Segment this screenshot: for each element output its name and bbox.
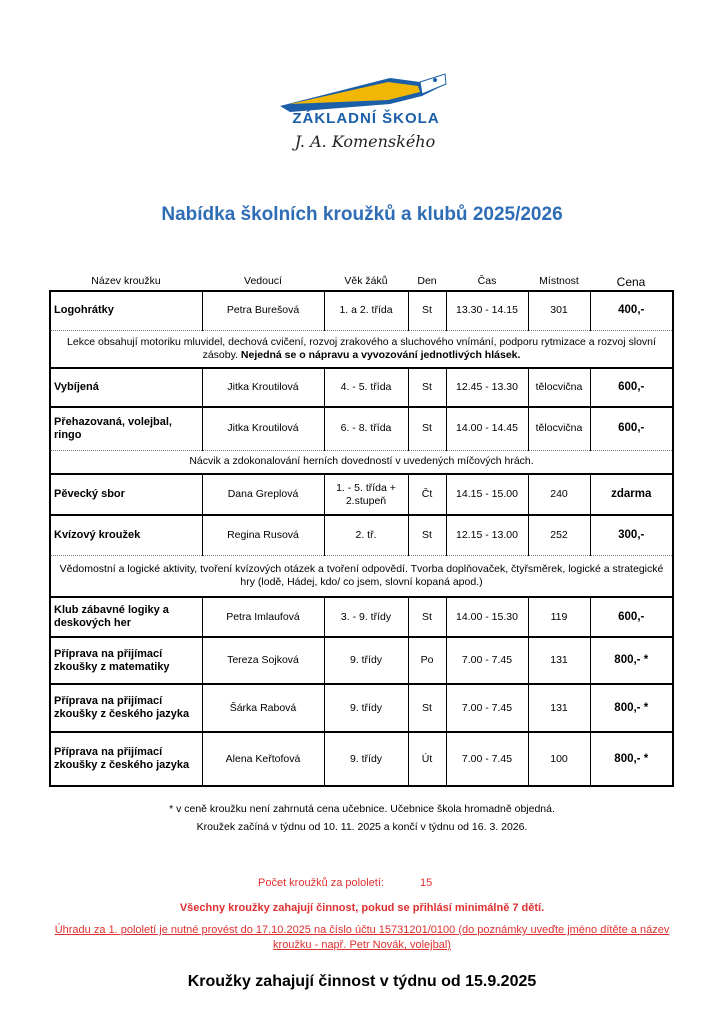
- clubs-table: [49, 290, 674, 787]
- club-room: 240: [528, 474, 590, 515]
- club-name: Vybíjená: [50, 368, 202, 407]
- club-day: Po: [408, 637, 446, 684]
- page-title: Nabídka školních kroužků a klubů 2025/2026: [161, 204, 563, 225]
- club-day: Út: [408, 732, 446, 786]
- table-row: [50, 684, 673, 732]
- club-name: Pěvecký sbor: [50, 474, 202, 515]
- club-time: 12.15 - 13.00: [446, 515, 528, 555]
- table-row: [50, 368, 673, 407]
- club-room: tělocvična: [528, 407, 590, 450]
- club-time: 7.00 - 7.45: [446, 684, 528, 732]
- club-name: Přehazovaná, volejbal, ringo: [50, 407, 202, 450]
- club-time: 7.00 - 7.45: [446, 637, 528, 684]
- club-time: 14.00 - 15.30: [446, 597, 528, 637]
- header-price: Cena: [616, 275, 646, 289]
- club-name: Příprava na přijímací zkoušky z českého jazyka: [50, 732, 202, 786]
- count-label: Počet kroužků za pololetí:: [258, 877, 384, 889]
- club-leader: Jitka Kroutilová: [202, 368, 324, 407]
- club-age: 9. třídy: [324, 684, 408, 732]
- club-price: 400,-: [590, 291, 673, 330]
- club-time: 14.00 - 14.45: [446, 407, 528, 450]
- club-price: zdarma: [590, 474, 673, 515]
- club-price: 600,-: [590, 407, 673, 450]
- table-row: [50, 515, 673, 555]
- club-description: Nácvik a zdokonalování herních dovedností v uvedených míčových hrách.: [50, 450, 673, 474]
- club-description: Vědomostní a logické aktivity, tvoření kvízových otázek a tvoření odpovědí. Tvorba doplňovaček, čtyřsměrek, logické a strategické hry (lodě, Hádej, kdo/ co jsem, slovní kopaná apod.): [50, 555, 673, 597]
- club-time: 14.15 - 15.00: [446, 474, 528, 515]
- club-day: Čt: [408, 474, 446, 515]
- dates-note: Kroužek začíná v týdnu od 10. 11. 2025 a končí v týdnu od 16. 3. 2026.: [196, 821, 528, 833]
- header-day: Den: [417, 275, 437, 287]
- club-room: 301: [528, 291, 590, 330]
- club-age: 9. třídy: [324, 732, 408, 786]
- club-time: 7.00 - 7.45: [446, 732, 528, 786]
- club-room: 119: [528, 597, 590, 637]
- club-price: 600,-: [590, 597, 673, 637]
- table-description-row: [50, 450, 673, 474]
- table-row: [50, 597, 673, 637]
- table-row: [50, 291, 673, 330]
- club-day: St: [408, 291, 446, 330]
- club-room: tělocvična: [528, 368, 590, 407]
- header-name: Název kroužku: [91, 275, 161, 287]
- count-value: 15: [420, 877, 433, 889]
- club-time: 13.30 - 14.15: [446, 291, 528, 330]
- club-day: St: [408, 515, 446, 555]
- club-price: 600,-: [590, 368, 673, 407]
- table-row: [50, 732, 673, 786]
- table-description-row: [50, 555, 673, 597]
- club-room: 100: [528, 732, 590, 786]
- header-time: Čas: [477, 275, 497, 287]
- club-description: [50, 330, 673, 368]
- payment-notice: Úhradu za 1. pololetí je nutné provést do 17.10.2025 na číslo účtu 15731201/0100 (do poznámky uveďte jméno dítěte a název kroužku - např. Petr Novák, volejbal): [54, 924, 670, 951]
- header-room: Místnost: [539, 275, 579, 287]
- club-name: Logohrátky: [50, 291, 202, 330]
- club-age: 1. - 5. třída + 2.stupeň: [324, 474, 408, 515]
- club-time: 12.45 - 13.30: [446, 368, 528, 407]
- logo-signature: J. A. Komenského: [294, 132, 436, 151]
- textbook-note: * v ceně kroužku není zahrnutá cena učebnice. Učebnice škola hromadně objedná.: [169, 803, 555, 815]
- club-day: St: [408, 407, 446, 450]
- club-leader: Šárka Rabová: [202, 684, 324, 732]
- table-row: [50, 474, 673, 515]
- club-age: 1. a 2. třída: [324, 291, 408, 330]
- club-leader: Regina Rusová: [202, 515, 324, 555]
- club-leader: Dana Greplová: [202, 474, 324, 515]
- club-name: Kvízový kroužek: [50, 515, 202, 555]
- start-notice: Kroužky zahajují činnost v týdnu od 15.9.2025: [187, 973, 537, 990]
- club-leader: Petra Imlaufová: [202, 597, 324, 637]
- club-name: Klub zábavné logiky a deskových her: [50, 597, 202, 637]
- table-description-row: [50, 330, 673, 368]
- club-name: Příprava na přijímací zkoušky z matematiky: [50, 637, 202, 684]
- school-logo: [270, 70, 460, 165]
- club-room: 131: [528, 637, 590, 684]
- table-row: [50, 637, 673, 684]
- club-price: 800,- *: [590, 732, 673, 786]
- club-age: 3. - 9. třídy: [324, 597, 408, 637]
- club-leader: Tereza Sojková: [202, 637, 324, 684]
- club-day: St: [408, 597, 446, 637]
- pencil-logo-icon: [270, 70, 460, 115]
- club-price: 800,- *: [590, 684, 673, 732]
- logo-title: ZÁKLADNÍ ŠKOLA: [292, 110, 440, 127]
- club-age: 4. - 5. třída: [324, 368, 408, 407]
- table-row: [50, 407, 673, 450]
- club-age: 9. třídy: [324, 637, 408, 684]
- description-emphasis: Nejedná se o nápravu a vyvozování jednotlivých hlásek.: [240, 348, 521, 361]
- club-age: 2. tř.: [324, 515, 408, 555]
- header-age: Věk žáků: [344, 275, 388, 287]
- club-day: St: [408, 684, 446, 732]
- club-leader: Alena Keřtofová: [202, 732, 324, 786]
- club-age: 6. - 8. třída: [324, 407, 408, 450]
- club-room: 252: [528, 515, 590, 555]
- description-text: Lekce obsahují motoriku mluvidel, dechová cvičení, rozvoj zrakového a sluchového vnímání, podporu rytmizace a rozvoj slovní zásoby.: [67, 335, 656, 361]
- club-day: St: [408, 368, 446, 407]
- header-leader: Vedoucí: [244, 275, 282, 287]
- club-price: 800,- *: [590, 637, 673, 684]
- club-leader: Jitka Kroutilová: [202, 407, 324, 450]
- club-name: Příprava na přijímací zkoušky z českého jazyka: [50, 684, 202, 732]
- club-leader: Petra Burešová: [202, 291, 324, 330]
- club-room: 131: [528, 684, 590, 732]
- minimum-notice: Všechny kroužky zahajují činnost, pokud se přihlásí minimálně 7 dětí.: [179, 902, 545, 914]
- club-price: 300,-: [590, 515, 673, 555]
